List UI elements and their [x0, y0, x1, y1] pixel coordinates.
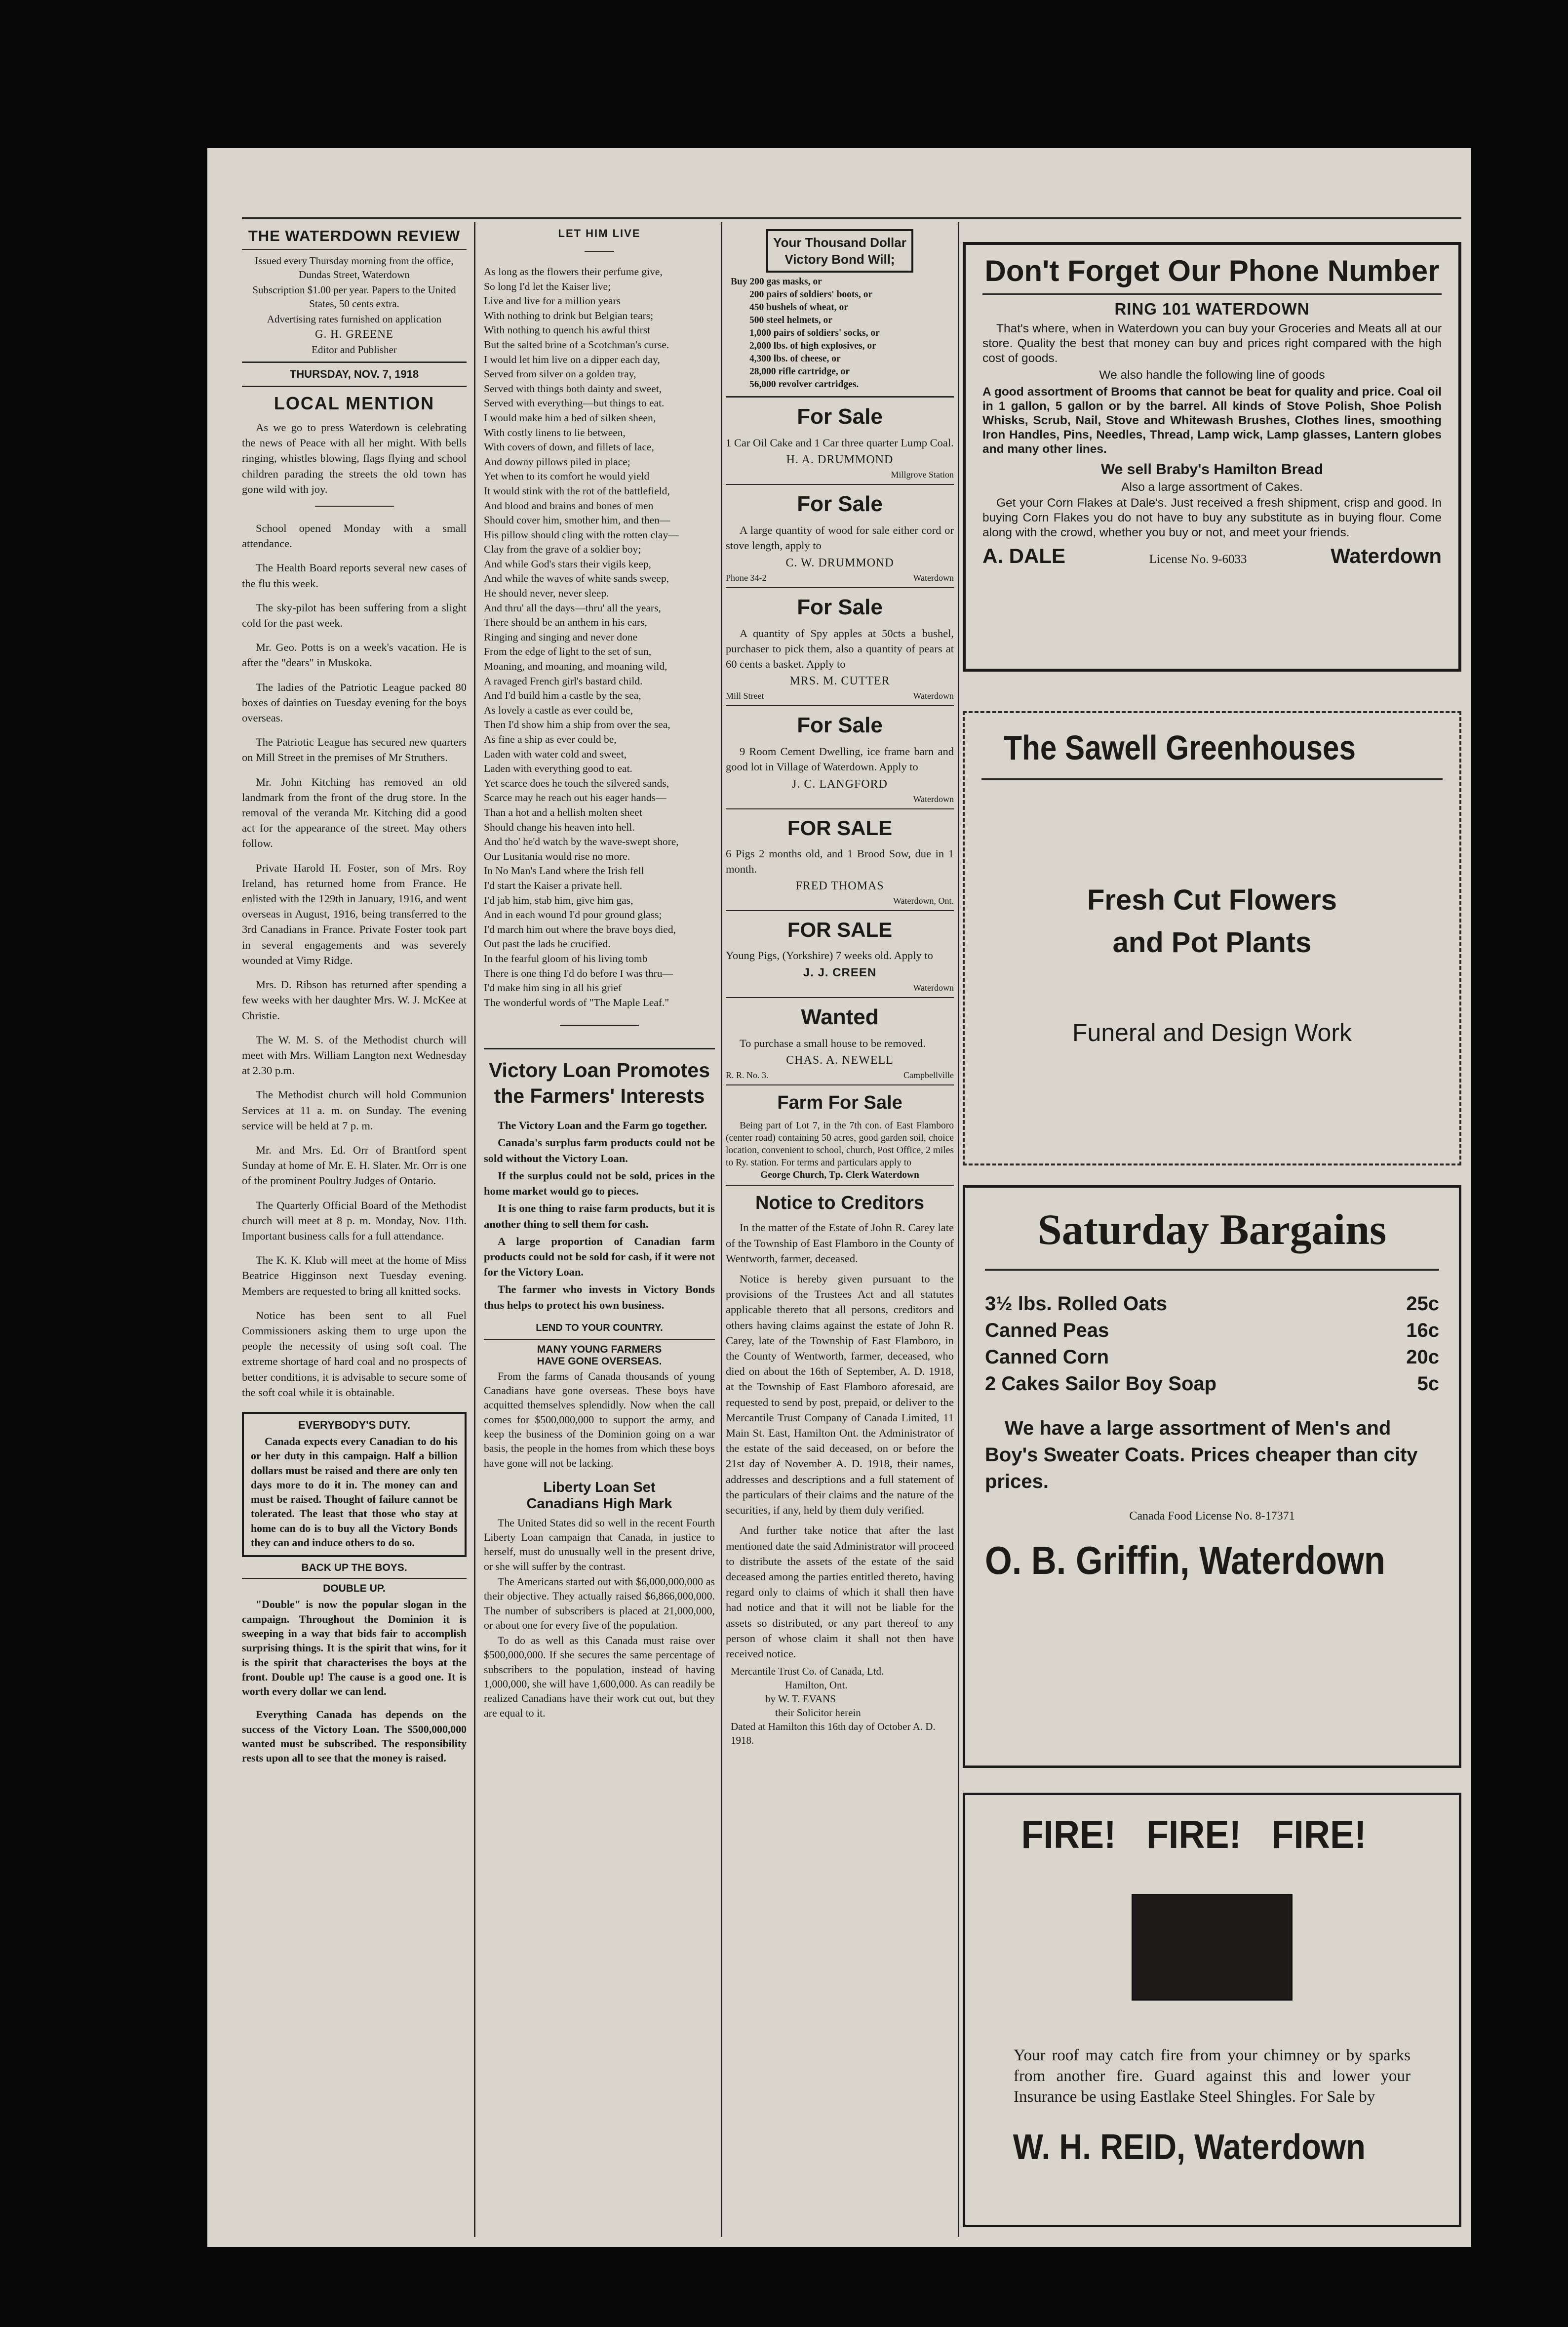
poem-line: A ravaged French girl's bastard child.: [484, 675, 643, 687]
victory-loan-headline: Victory Loan Promotes the Farmers' Interests: [488, 1059, 710, 1108]
dale-p1: That's where, when in Waterdown you can buy your Groceries and Meats all at our store. Quality the best that money can buy and prices right compared with the high cost of goods.: [982, 322, 1442, 365]
sale3-name: MRS. M. CUTTER: [789, 675, 890, 688]
news-item: The Patriotic League has secured new quarters on Mill Street in the premises of Mr Struthers.: [242, 736, 467, 764]
news-item: The W. M. S. of the Methodist church will meet with Mrs. William Langton next Wednesday at 2.30 p.m.: [242, 1033, 467, 1077]
victory-para: Canada's surplus farm products could not be sold without the Victory Loan.: [484, 1136, 715, 1164]
sale6-title: FOR SALE: [787, 918, 893, 942]
reid-text: Your roof may catch fire from your chimney or by sparks from another fire. Guard against this and lower your Insurance be using Eastlake Steel Shingles. For Sale by: [1014, 2046, 1411, 2106]
poem-line: And I'd build him a castle by the sea,: [484, 689, 641, 702]
news-item: School opened Monday with a small attendance.: [242, 522, 467, 550]
notice-para: Notice is hereby given pursuant to the provisions of the Trustees Act and all statutes applicable thereto that all persons, creditors and others having claims against the estate of John R. Carey, late of the Township of East Flamboro, in the County of Wentworth, farmer, deceased, who died on about the 16th of September, A. D. 1918, at the Township of East Flamboro aforesaid, are requested to send by post, prepaid, or deliver to the Mercantile Trust Company of Canada Limited, 11 Main St. East, Hamilton Ont. the Administrator of the estate of the said deceased, on or before the 21st day of November A. D. 1918, their names, addresses and descriptions and a full statement of the particulars of their claims and the nature of the securities, if any, held by them duly verified.: [726, 1273, 954, 1517]
poem-line: Served with things both dainty and sweet,: [484, 382, 662, 395]
double-up-title: DOUBLE UP.: [323, 1583, 386, 1595]
notice-title: Notice to Creditors: [755, 1193, 925, 1214]
victory-para: It is one thing to raise farm products, but it is another thing to sell them for cash.: [484, 1202, 715, 1230]
news-item: Mr. Geo. Potts is on a week's vacation. He is after the "dears" in Muskoka.: [242, 641, 467, 669]
poem-line: Laden with water cold and sweet,: [484, 748, 627, 760]
dale-p2: We also handle the following line of goods: [1099, 368, 1325, 382]
bond-box: [766, 229, 913, 273]
victory-para: A large proportion of Canadian farm products could not be sold for cash, if it were not for the Victory Loan.: [484, 1235, 715, 1279]
double-up-text: "Double" is now the popular slogan in the campaign. Throughout the Dominion it is sweeping in a way that bids fair to accomplish surprising things. It is the spirit that wins, for it is the spirit that characterises the boys at the front. Double up! The cause is a good one. It is worth every dollar we can lend.: [242, 1599, 467, 1698]
sale5-location: Waterdown, Ont.: [893, 896, 954, 906]
poem-line: With covers of down, and fillets of lace,: [484, 441, 654, 453]
bond-item: 1,000 pairs of soldiers' socks, or: [749, 328, 880, 338]
news-item: The Quarterly Official Board of the Methodist church will meet at 8 p. m. Monday, Nov. 11th. Important business calls for a full attendance.: [242, 1199, 467, 1242]
bond-item: Buy 200 gas masks, or: [731, 277, 822, 287]
poem-line: Live and live for a million years: [484, 295, 621, 307]
liberty-head: Canadians High Mark: [526, 1495, 672, 1512]
griffin-text: We have a large assortment of Men's and Boy's Sweater Coats. Prices cheaper than city prices.: [985, 1417, 1418, 1492]
notice-para: In the matter of the Estate of John R. Carey late of the Township of East Flamboro in the County of Wentworth, farmer, deceased.: [726, 1221, 954, 1265]
sale4-location: Waterdown: [913, 794, 954, 804]
mast-line: Issued every Thursday morning from the office, Dundas Street, Waterdown: [255, 255, 454, 281]
griffin-license: Canada Food License No. 8-17371: [1129, 1510, 1295, 1523]
poem-line: His pillow should cling with the rotten clay—: [484, 528, 679, 541]
bond-item: 200 pairs of soldiers' boots, or: [749, 289, 873, 300]
liberty-para: The Americans started out with $6,000,000,000 as their objective. They actually raised $6,866,000,000. The number of subscribers is placed at 21,000,000, or about one for every five of the population.: [484, 1575, 715, 1631]
poem-line: I'd march him out where the brave boys died,: [484, 923, 676, 935]
column-rule-1: [474, 222, 475, 2237]
sale1-title: For Sale: [797, 404, 883, 429]
dale-ring: RING 101 WATERDOWN: [1114, 300, 1310, 318]
poem-line: And blood and brains and bones of men: [484, 499, 654, 512]
news-item: The ladies of the Patriotic League packed 80 boxes of dainties on Tuesday evening for the boys overseas.: [242, 681, 467, 724]
griffin-ad: [963, 1185, 1461, 1778]
poem-line: Ringing and singing and never done: [484, 631, 638, 643]
wanted-text: To purchase a small house to be removed.: [740, 1037, 926, 1050]
poem-line: As long as the flowers their perfume give,: [484, 266, 663, 278]
notice-sign: Mercantile Trust Co. of Canada, Ltd.: [731, 1665, 884, 1678]
farmers-text: From the farms of Canada thousands of young Canadians have gone overseas. These boys have acquitted themselves splendidly. Now when the call comes for $500,000,000 to support the army, and keep the business of the Dominion going on a war basis, the people in the homes from which these boys have gone will not be lacking.: [484, 1370, 715, 1469]
notice-signoff: [726, 1664, 954, 1747]
wanted-name: CHAS. A. NEWELL: [786, 1054, 894, 1067]
poem-line: And while the waves of white sands sweep,: [484, 572, 669, 585]
column-poem-loan: [484, 222, 715, 2237]
reid-title: FIRE! FIRE! FIRE!: [1021, 1812, 1367, 1856]
sale3-text: A quantity of Spy apples at 50cts a bushel, purchaser to pick them, also a quantity of pears at 60 cents a basket. Apply to: [726, 627, 954, 671]
dale-p5: Get your Corn Flakes at Dale's. Just received a fresh shipment, crisp and good. In buying Corn Flakes you do not have to buy any substitute as in buying flour. Come along with the crowd, whether you buy or not, and meet your friends.: [982, 496, 1442, 539]
poem-let-him-live: [484, 265, 715, 1010]
poem-line: And thru' all the days—thru' all the years,: [484, 602, 661, 614]
bargain-row: [985, 1344, 1439, 1370]
poem-line: Yet scarce does he touch the silvered sands,: [484, 777, 669, 789]
farm-text: Being part of Lot 7, in the 7th con. of East Flamboro (center road) containing 50 acres, good garden soil, choice location, convenient to school, church, Post Office, 2 miles to Ry. station. For terms and particulars apply to: [726, 1121, 954, 1168]
dale-town: Waterdown: [1331, 544, 1442, 567]
bond-item: 2,000 lbs. of high explosives, or: [749, 341, 876, 351]
sale4-name: J. C. LANGFORD: [791, 777, 888, 791]
poem-line: And while God's stars their vigils keep,: [484, 558, 651, 570]
poem-line: Should cover him, smother him, and then—: [484, 514, 670, 526]
news-item: Notice has been sent to all Fuel Commissioners asking them to urge upon the people the necessity of using soft coal. The extreme shortage of hard coal and no prospects of better conditions, it is advisable to secure some of the soft coal while it is obtainable.: [242, 1309, 467, 1399]
liberty-para: The United States did so well in the recent Fourth Liberty Loan campaign that Canada, in justice to herself, must do unusually well in the present drive, or she will suffer by the contrast.: [484, 1517, 715, 1572]
wanted-rr: R. R. No. 3.: [726, 1070, 769, 1081]
poem-line: Should change his heaven into hell.: [484, 821, 635, 833]
notice-sign: by W. T. EVANS: [765, 1693, 836, 1705]
sale2-text: A large quantity of wood for sale either cord or stove length, apply to: [726, 524, 954, 552]
sawell-title: The Sawell Greenhouses: [1004, 728, 1356, 767]
everything-text: Everything Canada has depends on the success of the Victory Loan. The $500,000,000 wanted must be subscribed. The responsibility rests upon all to see that the money is raised.: [242, 1709, 467, 1765]
poem-line: With costly linens to lie between,: [484, 426, 626, 439]
bond-list: [726, 276, 954, 391]
poem-line: Scarce may he reach out his eager hands—: [484, 792, 666, 804]
poem-line: Then I'd show him a ship from over the sea,: [484, 719, 670, 731]
sale5-name: FRED THOMAS: [795, 880, 884, 893]
liberty-para: To do as well as this Canada must raise over $500,000,000. If she secures the same percentage of subscribers to the population, instead of having 1,000,000, she will have 1,600,000. As can readily be realized Canadians have their work cut out, but they are equal to it.: [484, 1635, 715, 1719]
farmers-head: HAVE GONE OVERSEAS.: [537, 1355, 662, 1367]
news-item: Mr. John Kitching has removed an old landmark from the front of the drug store. In the removal of the veranda Mr. Kitching did a good act for the appearance of the street. May others follow.: [242, 775, 467, 850]
poem-line: I would make him a bed of silken sheen,: [484, 411, 656, 424]
poem-line: He should never, never sleep.: [484, 587, 609, 600]
news-item: The K. K. Klub will meet at the home of Miss Beatrice Higginson next Tuesday evening. Members are requested to bring all knitted socks.: [242, 1254, 467, 1297]
poem-line: I'd start the Kaiser a private hell.: [484, 879, 623, 891]
bargain-item: Canned Corn: [985, 1346, 1109, 1368]
poem-line: Yet when to its comfort he would yield: [484, 470, 650, 482]
bargain-row: [985, 1370, 1439, 1397]
duty-text: Canada expects every Canadian to do his or her duty in this campaign. Half a billion dollars must be raised and there are only ten days more to do it in. The money can and must be raised. Thought of failure cannot be tolerated. The least that those who stay at home can do is to buy all the Victory Bonds they can and induce others to do so.: [251, 1435, 458, 1549]
notice-sign: their Solicitor herein: [775, 1707, 861, 1719]
sale2-phone: Phone 34-2: [726, 572, 767, 583]
section-title: LOCAL MENTION: [274, 393, 435, 413]
sale2-location: Waterdown: [913, 572, 954, 583]
poem-line: So long I'd let the Kaiser live;: [484, 280, 611, 292]
news-item: The Health Board reports several new cases of the flu this week.: [242, 562, 467, 590]
dale-ad: [963, 242, 1461, 686]
victory-para: The Victory Loan and the Farm go together.: [498, 1119, 707, 1132]
reid-ad: [963, 1793, 1461, 2247]
bargain-price: 5c: [1417, 1373, 1439, 1395]
column-classifieds: [726, 222, 954, 2237]
everybodys-duty-box: [242, 1412, 467, 1557]
masthead: THE WATERDOWN REVIEW: [248, 227, 461, 244]
sale1-name: H. A. DRUMMOND: [786, 453, 894, 467]
wanted-title: Wanted: [801, 1005, 879, 1030]
poem-line: I would let him live on a dipper each day,: [484, 353, 660, 365]
news-item: As we go to press Waterdown is celebrating the news of Peace with all her might. With bells ringing, whistles blowing, flags flying and school children parading the streets the old town has gone wild with joy.: [242, 421, 467, 495]
bond-title: Your Thousand Dollar Victory Bond Will;: [773, 235, 906, 267]
sale6-location: Waterdown: [913, 983, 954, 993]
dale-p4: Also a large assortment of Cakes.: [1121, 481, 1303, 494]
bond-item: 4,300 lbs. of cheese, or: [749, 354, 841, 364]
griffin-title: Saturday Bargains: [1037, 1206, 1387, 1254]
wanted-footer: [726, 1070, 954, 1081]
dale-footer: [982, 544, 1442, 568]
bond-item: 28,000 rifle cartridge, or: [749, 366, 850, 377]
victory-para: The farmer who invests in Victory Bonds thus helps to protect his own business.: [484, 1283, 715, 1311]
bargain-item: Canned Peas: [985, 1320, 1109, 1341]
sale1-text: 1 Car Oil Cake and 1 Car three quarter Lump Coal.: [726, 437, 954, 449]
poem-line: Out past the lads he crucified.: [484, 938, 611, 950]
poem-line: There is one thing I'd do before I was thru—: [484, 967, 673, 979]
poem-line: The wonderful words of "The Maple Leaf.": [484, 996, 669, 1008]
bargain-price: 16c: [1406, 1320, 1439, 1341]
sale2-title: For Sale: [797, 492, 883, 517]
sale5-title: FOR SALE: [787, 816, 893, 840]
liberty-head: Liberty Loan Set: [543, 1479, 656, 1495]
news-item: The Methodist church will hold Communion Services at 11 a. m. on Sunday. The evening service will be held at 7 p. m.: [242, 1088, 467, 1132]
poem-line: Clay from the grave of a soldier boy;: [484, 543, 641, 556]
sale1-location: Millgrove Station: [891, 470, 954, 480]
poem-line: With nothing to quench his awful thirst: [484, 324, 651, 336]
poem-line: As lovely a castle as ever could be,: [484, 704, 633, 716]
poem-line: Laden with everything good to eat.: [484, 762, 632, 775]
farm-contact: George Church, Tp. Clerk Waterdown: [760, 1170, 919, 1181]
sale3-street: Mill Street: [726, 691, 764, 701]
news-item: Mrs. D. Ribson has returned after spending a few weeks with her daughter Mrs. W. J. McKee at Christie.: [242, 978, 467, 1022]
poem-line: In the fearful gloom of his living tomb: [484, 952, 648, 964]
fire-picture: [1132, 1894, 1293, 2001]
sawell-line2: and Pot Plants: [1112, 926, 1312, 959]
dale-license: License No. 9-6033: [1149, 553, 1247, 566]
news-item: The sky-pilot has been suffering from a slight cold for the past week.: [242, 601, 467, 630]
bond-item: 56,000 revolver cartridges.: [749, 379, 859, 390]
news-item: Private Harold H. Foster, son of Mrs. Roy Ireland, has returned home from France. He enlisted with the 129th in January, 1916, and went overseas in August, 1916, being transferred to the 3rd Canadians in France. Private Foster took part in several engagements and was severely wounded at Vimy Ridge.: [242, 861, 467, 966]
column-local-news: [242, 222, 467, 2237]
sale6-text: Young Pigs, (Yorkshire) 7 weeks old. Apply to: [726, 949, 933, 962]
bargain-price: 25c: [1406, 1293, 1439, 1315]
sawell-line1: Fresh Cut Flowers: [1087, 884, 1337, 916]
poem-line: Served from silver on a golden tray,: [484, 368, 636, 380]
notice-para: And further take notice that after the last mentioned date the said Administrator will proceed to distribute the assets of the estate of the said deceased among the parties entitled thereto, having regard only to claims of which it shall then have had notice and that it will not be liable for the assets so distributed, or any part thereof to any person of whose claim it shall not then have received notice.: [726, 1524, 954, 1660]
farm-title: Farm For Sale: [777, 1092, 902, 1114]
sale3-footer: [726, 691, 954, 701]
sale3-title: For Sale: [797, 595, 883, 619]
poem-line: And tho' he'd watch by the wave-swept shore,: [484, 836, 679, 848]
column-rule-3: [958, 222, 959, 2237]
dale-title: Don't Forget Our Phone Number: [984, 254, 1440, 287]
sale4-text: 9 Room Cement Dwelling, ice frame barn and good lot in Village of Waterdown. Apply to: [726, 745, 954, 773]
mast-line: Subscription $1.00 per year. Papers to the United States, 50 cents extra.: [252, 284, 456, 310]
notice-sign: Hamilton, Ont.: [785, 1679, 848, 1691]
bargain-item: 3½ lbs. Rolled Oats: [985, 1293, 1168, 1315]
sale3-location: Waterdown: [913, 691, 954, 701]
bargain-row: [985, 1290, 1439, 1317]
bargain-row: [985, 1317, 1439, 1344]
editor-role: Editor and Publisher: [312, 344, 397, 356]
bond-item: 500 steel helmets, or: [749, 315, 832, 325]
bargain-price: 20c: [1406, 1346, 1439, 1368]
poem-line: It would stink with the rot of the battlefield,: [484, 484, 670, 497]
mast-line: Advertising rates furnished on application: [267, 313, 442, 325]
duty-title: EVERYBODY'S DUTY.: [298, 1418, 410, 1431]
poem-line: In No Man's Land where the Irish fell: [484, 865, 644, 877]
bargain-list: [985, 1290, 1439, 1397]
editor-name: G. H. GREENE: [315, 328, 393, 340]
sale5-text: 6 Pigs 2 months old, and 1 Brood Sow, due in 1 month.: [726, 847, 954, 875]
wanted-location: Campbellville: [903, 1070, 954, 1081]
poem-line: Our Lusitania would rise no more.: [484, 850, 630, 862]
news-item: Mr. and Mrs. Ed. Orr of Brantford spent Sunday at home of Mr. E. H. Slater. Mr. Orr is one of the prominent Poultry Judges of Ontario.: [242, 1143, 467, 1187]
newspaper-page: [207, 148, 1471, 2247]
poem-title: LET HIM LIVE: [558, 227, 641, 240]
poem-line: Served with everything—but things to eat.: [484, 397, 665, 409]
lend-slogan: LEND TO YOUR COUNTRY.: [536, 1322, 663, 1333]
griffin-name: O. B. Griffin, Waterdown: [985, 1538, 1385, 1582]
poem-line: But the salted brine of a Scotchman's curse.: [484, 338, 669, 351]
issue-date: THURSDAY, NOV. 7, 1918: [289, 368, 419, 380]
back-up-slogan: BACK UP THE BOYS.: [301, 1562, 407, 1574]
sawell-ad: [963, 711, 1461, 1165]
notice-dated: Dated at Hamilton this 16th day of October A. D. 1918.: [731, 1721, 936, 1747]
victory-para: If the surplus could not be sold, prices in the home market would go to pieces.: [484, 1169, 715, 1198]
sale2-name: C. W. DRUMMOND: [785, 556, 894, 569]
poem-line: With nothing to drink but Belgian tears;: [484, 309, 654, 321]
poem-line: And in each wound I'd pour ground glass;: [484, 909, 662, 921]
dale-braby: We sell Braby's Hamilton Bread: [1100, 461, 1324, 478]
poem-line: As fine a ship as ever could be,: [484, 733, 617, 745]
poem-line: From the edge of light to the set of sun,: [484, 645, 652, 658]
bond-item: 450 bushels of wheat, or: [749, 302, 848, 313]
sale2-footer: [726, 573, 954, 583]
poem-line: I'd jab him, stab him, give him gas,: [484, 894, 633, 906]
column-rule-2: [721, 222, 722, 2237]
poem-line: Than a hot and a hellish molten sheet: [484, 806, 642, 818]
dale-p3: A good assortment of Brooms that cannot be beat for quality and price. Coal oil in 1 gallon, 5 gallon or by the barrel. All kinds of Stove Polish, Shoe Polish Whisks, Scrub, Nail, Stove and Whitewash Brushes, Clothes lines, smoothing Iron Handles, Pins, Needles, Thread, Lamp wick, Lamp glasses, Lantern globes and many other lines.: [982, 385, 1442, 456]
poem-line: There should be an anthem in his ears,: [484, 616, 647, 629]
top-rule: [242, 217, 1461, 219]
sale6-name: J. J. CREEN: [803, 966, 877, 980]
poem-line: I'd make him sing in all his grief: [484, 982, 622, 994]
bargain-item: 2 Cakes Sailor Boy Soap: [985, 1373, 1217, 1395]
dale-name: A. DALE: [982, 544, 1065, 567]
sale4-title: For Sale: [797, 713, 883, 738]
poem-line: Moaning, and moaning, and moaning wild,: [484, 660, 667, 673]
poem-line: And downy pillows piled in place;: [484, 455, 630, 468]
sawell-line3: Funeral and Design Work: [1072, 1019, 1352, 1046]
reid-name: W. H. REID, Waterdown: [1013, 2127, 1366, 2167]
farmers-head: MANY YOUNG FARMERS: [537, 1343, 662, 1355]
